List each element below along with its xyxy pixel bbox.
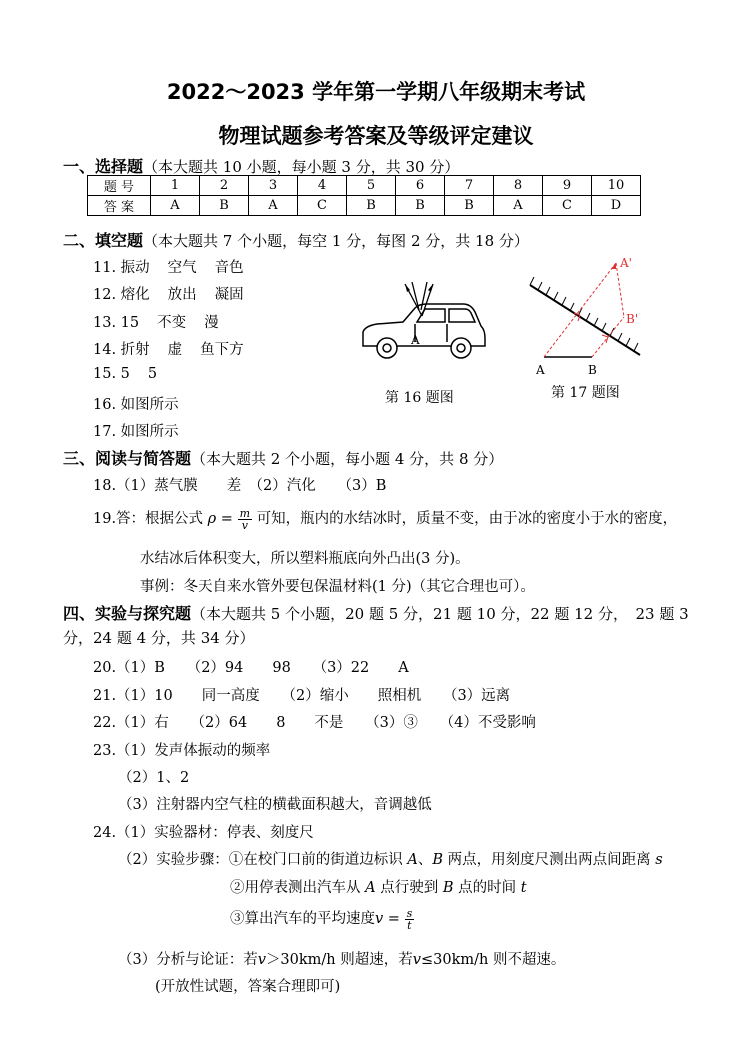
- figure-17-label-b-prime: B': [626, 312, 639, 326]
- answer-23-line-1: 23.（1）发声体振动的频率: [93, 743, 271, 759]
- speed-fraction: $\frac{s}{t}$: [406, 906, 413, 932]
- answer-24-line-5: （3）分析与论证：若v＞30km/h 则超速，若v≤30km/h 则不超速。: [118, 952, 566, 968]
- question-number: 9: [543, 176, 592, 196]
- figure-16-label-a: A: [411, 333, 420, 347]
- answer-23-line-2: （2）1、2: [118, 770, 190, 786]
- answer-23-line-3: （3）注射器内空气柱的横截面积越大，音调越低: [118, 797, 432, 813]
- row-label: 题 号: [88, 176, 151, 196]
- answer-cell: B: [445, 196, 494, 216]
- fill-item-15: 15. 5 5: [93, 366, 158, 382]
- fill-item-12: 12. 熔化 放出 凝固: [93, 287, 244, 303]
- figure-17-label-b: B: [588, 363, 597, 377]
- answer-22: 22.（1）右 （2）64 8 不是 （3）③ （4）不受影响: [93, 715, 536, 731]
- section-3-title: 三、阅读与简答题: [63, 449, 192, 468]
- section-2-heading: [63, 228, 529, 251]
- section-2-title: 二、填空题: [63, 231, 144, 250]
- figure-17-mirror-diagram: [520, 255, 650, 380]
- table-row: [88, 176, 641, 196]
- answer-cell: A: [151, 196, 200, 216]
- answer-20: 20.（1）B （2）94 98 （3）22 A: [93, 660, 409, 676]
- answer-24-line-1: 24.（1）实验器材：停表、刻度尺: [93, 825, 314, 841]
- section-4-note: （本大题共 5 个小题，20 题 5 分，21 题 10 分，22 题 12 分， 23 题 3: [191, 605, 689, 623]
- answer-19-line-2: 水结冰后体积变大，所以塑料瓶底向外凸出(3 分)。: [140, 551, 470, 567]
- question-number: 7: [445, 176, 494, 196]
- question-number: 2: [200, 176, 249, 196]
- fill-item-16: 16. 如图所示: [93, 397, 179, 413]
- question-number: 8: [494, 176, 543, 196]
- question-number: 6: [396, 176, 445, 196]
- section-3-note: （本大题共 2 个小题，每小题 4 分，共 8 分）: [191, 450, 504, 468]
- answer-21: 21.（1）10 同一高度 （2）缩小 照相机 （3）远离: [93, 688, 511, 704]
- table-row: [88, 196, 641, 216]
- page-subtitle: 物理试题参考答案及等级评定建议: [218, 124, 534, 148]
- question-number: 4: [298, 176, 347, 196]
- section-1-note: （本大题共 10 小题，每小题 3 分，共 30 分）: [143, 158, 460, 176]
- figure-16-caption: 第 16 题图: [385, 390, 454, 406]
- question-number: 10: [592, 176, 641, 196]
- section-1-title: 一、选择题: [63, 157, 144, 176]
- section-4-note-cont: 分，24 题 4 分，共 34 分）: [63, 629, 255, 647]
- answer-24-line-2: （2）实验步骤：①在校门口前的街道边标识 A、B 两点，用刻度尺测出两点间距离 s: [118, 852, 663, 868]
- answer-19-line-1: 19.答：根据公式 ρ = $\frac{m}{v}$ 可知，瓶内的水结冰时，质量不变，由于冰的密度小于水的密度，: [93, 506, 678, 532]
- answer-19-line-3: 事例：冬天自来水管外要包保温材料(1 分)（其它合理也可）。: [140, 579, 535, 595]
- answer-cell: D: [592, 196, 641, 216]
- answer-cell: C: [298, 196, 347, 216]
- section-4-title: 四、实验与探究题: [63, 604, 192, 623]
- figure-16-car-diagram: [355, 282, 490, 377]
- section-4-heading: [63, 601, 689, 624]
- answer-cell: A: [249, 196, 298, 216]
- question-number: 1: [151, 176, 200, 196]
- answer-24-line-3: ②用停表测出汽车从 A 点行驶到 B 点的时间 t: [230, 880, 527, 896]
- density-fraction: $\frac{m}{v}$: [239, 506, 251, 532]
- answer-24-note: (开放性试题，答案合理即可): [155, 979, 341, 995]
- figure-17-caption: 第 17 题图: [551, 385, 620, 401]
- figure-17-label-a-prime: A': [620, 256, 632, 270]
- answer-18: 18.（1）蒸气膜 差 （2）汽化 （3）B: [93, 478, 387, 494]
- answer-cell: A: [494, 196, 543, 216]
- page-title: 2022～2023 学年第一学期八年级期末考试: [166, 80, 586, 104]
- fill-item-17: 17. 如图所示: [93, 424, 179, 440]
- answer-24-line-4: ③算出汽车的平均速度v = $\frac{s}{t}$: [230, 906, 413, 932]
- question-number: 5: [347, 176, 396, 196]
- row-label: 答 案: [88, 196, 151, 216]
- answer-cell: B: [347, 196, 396, 216]
- answer-cell: B: [200, 196, 249, 216]
- answer-table: [87, 175, 641, 216]
- section-2-note: （本大题共 7 个小题，每空 1 分，每图 2 分，共 18 分）: [143, 232, 529, 250]
- fill-item-11: 11. 振动 空气 音色: [93, 260, 244, 276]
- answer-cell: C: [543, 196, 592, 216]
- question-number: 3: [249, 176, 298, 196]
- fill-item-13: 13. 15 不变 漫: [93, 315, 219, 331]
- section-3-heading: [63, 446, 503, 469]
- section-1-heading: [63, 154, 459, 177]
- figure-17-label-a: A: [536, 363, 545, 377]
- fill-item-14: 14. 折射 虚 鱼下方: [93, 342, 244, 358]
- answer-cell: B: [396, 196, 445, 216]
